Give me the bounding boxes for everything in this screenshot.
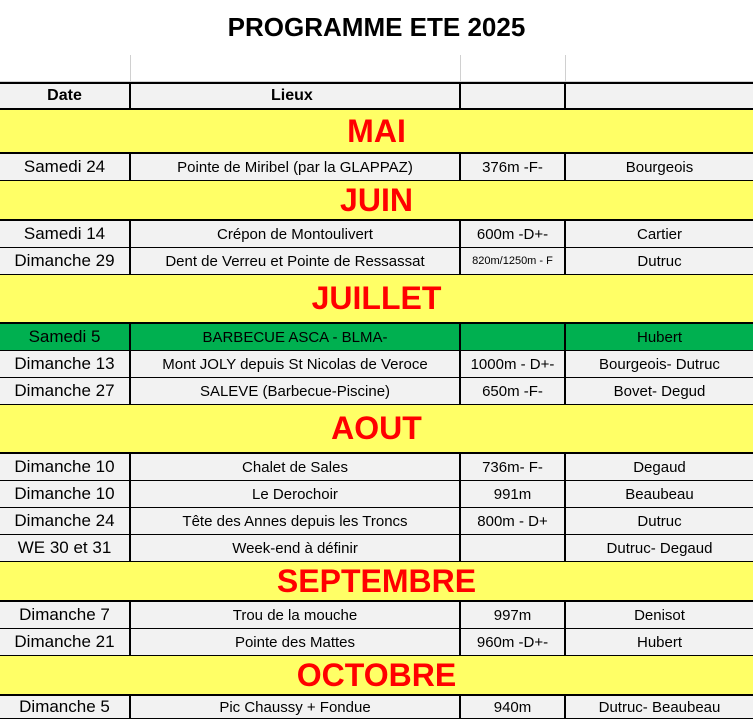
denivele-cell: 1000m - D+- bbox=[461, 351, 566, 378]
table-row bbox=[0, 481, 753, 508]
month-juillet: JUILLET bbox=[0, 275, 753, 324]
date-cell: Dimanche 7 bbox=[0, 602, 131, 629]
date-cell: Dimanche 21 bbox=[0, 629, 131, 656]
grid-cell bbox=[461, 55, 566, 82]
denivele-cell bbox=[461, 535, 566, 562]
date-cell: Dimanche 29 bbox=[0, 248, 131, 275]
lieu-cell: Le Derochoir bbox=[131, 481, 461, 508]
table-row bbox=[0, 535, 753, 562]
denivele-cell: 800m - D+ bbox=[461, 508, 566, 535]
table-row bbox=[0, 378, 753, 405]
month-septembre: SEPTEMBRE bbox=[0, 562, 753, 602]
page-title: PROGRAMME ETE 2025 bbox=[227, 12, 526, 42]
date-cell: Dimanche 24 bbox=[0, 508, 131, 535]
responsable-cell: Bourgeois- Dutruc bbox=[566, 351, 753, 378]
date-cell: Dimanche 10 bbox=[0, 454, 131, 481]
denivele-cell: 736m- F- bbox=[461, 454, 566, 481]
table-row-highlight bbox=[0, 324, 753, 351]
header-col4 bbox=[566, 82, 753, 110]
table-row bbox=[0, 696, 753, 719]
table-row bbox=[0, 454, 753, 481]
responsable-cell: Hubert bbox=[566, 324, 753, 351]
lieu-cell: Trou de la mouche bbox=[131, 602, 461, 629]
month-octobre: OCTOBRE bbox=[0, 656, 753, 696]
month-aout: AOUT bbox=[0, 405, 753, 454]
date-cell: WE 30 et 31 bbox=[0, 535, 131, 562]
grid-cell bbox=[566, 55, 753, 82]
lieu-cell: Week-end à définir bbox=[131, 535, 461, 562]
date-cell: Samedi 14 bbox=[0, 221, 131, 248]
responsable-cell: Hubert bbox=[566, 629, 753, 656]
denivele-cell: 940m bbox=[461, 696, 566, 719]
table-row bbox=[0, 508, 753, 535]
denivele-cell: 960m -D+- bbox=[461, 629, 566, 656]
lieu-cell: Dent de Verreu et Pointe de Ressassat bbox=[131, 248, 461, 275]
month-juin: JUIN bbox=[0, 181, 753, 221]
lieu-cell: Mont JOLY depuis St Nicolas de Veroce bbox=[131, 351, 461, 378]
lieu-cell: SALEVE (Barbecue-Piscine) bbox=[131, 378, 461, 405]
table-row bbox=[0, 629, 753, 656]
responsable-cell: Beaubeau bbox=[566, 481, 753, 508]
date-cell: Dimanche 13 bbox=[0, 351, 131, 378]
table-row bbox=[0, 351, 753, 378]
table-row bbox=[0, 154, 753, 181]
header-date: Date bbox=[0, 82, 131, 110]
header-col3 bbox=[461, 82, 566, 110]
denivele-cell: 991m bbox=[461, 481, 566, 508]
denivele-cell: 600m -D+- bbox=[461, 221, 566, 248]
denivele-cell: 997m bbox=[461, 602, 566, 629]
date-cell: Dimanche 5 bbox=[0, 696, 131, 719]
lieu-cell: Crépon de Montoulivert bbox=[131, 221, 461, 248]
denivele-cell: 376m -F- bbox=[461, 154, 566, 181]
lieu-cell: Pointe de Miribel (par la GLAPPAZ) bbox=[131, 154, 461, 181]
lieu-cell: Tête des Annes depuis les Troncs bbox=[131, 508, 461, 535]
responsable-cell: Bovet- Degud bbox=[566, 378, 753, 405]
responsable-cell: Denisot bbox=[566, 602, 753, 629]
table-row bbox=[0, 248, 753, 275]
denivele-cell: 820m/1250m - F bbox=[461, 248, 566, 275]
grid-cell bbox=[131, 55, 461, 82]
grid-cell bbox=[0, 55, 131, 82]
date-cell: Samedi 5 bbox=[0, 324, 131, 351]
date-cell: Dimanche 27 bbox=[0, 378, 131, 405]
responsable-cell: Dutruc- Degaud bbox=[566, 535, 753, 562]
date-cell: Dimanche 10 bbox=[0, 481, 131, 508]
lieu-cell: Pic Chaussy + Fondue bbox=[131, 696, 461, 719]
responsable-cell: Dutruc bbox=[566, 508, 753, 535]
denivele-cell bbox=[461, 324, 566, 351]
table-header bbox=[0, 82, 753, 110]
table-row bbox=[0, 221, 753, 248]
lieu-cell: Pointe des Mattes bbox=[131, 629, 461, 656]
header-lieux: Lieux bbox=[131, 82, 461, 110]
month-mai: MAI bbox=[0, 110, 753, 154]
responsable-cell: Degaud bbox=[566, 454, 753, 481]
responsable-cell: Bourgeois bbox=[566, 154, 753, 181]
table-row bbox=[0, 602, 753, 629]
empty-grid-row bbox=[0, 55, 753, 82]
responsable-cell: Dutruc- Beaubeau bbox=[566, 696, 753, 719]
lieu-cell: Chalet de Sales bbox=[131, 454, 461, 481]
date-cell: Samedi 24 bbox=[0, 154, 131, 181]
responsable-cell: Dutruc bbox=[566, 248, 753, 275]
lieu-cell: BARBECUE ASCA - BLMA- bbox=[131, 324, 461, 351]
responsable-cell: Cartier bbox=[566, 221, 753, 248]
denivele-cell: 650m -F- bbox=[461, 378, 566, 405]
